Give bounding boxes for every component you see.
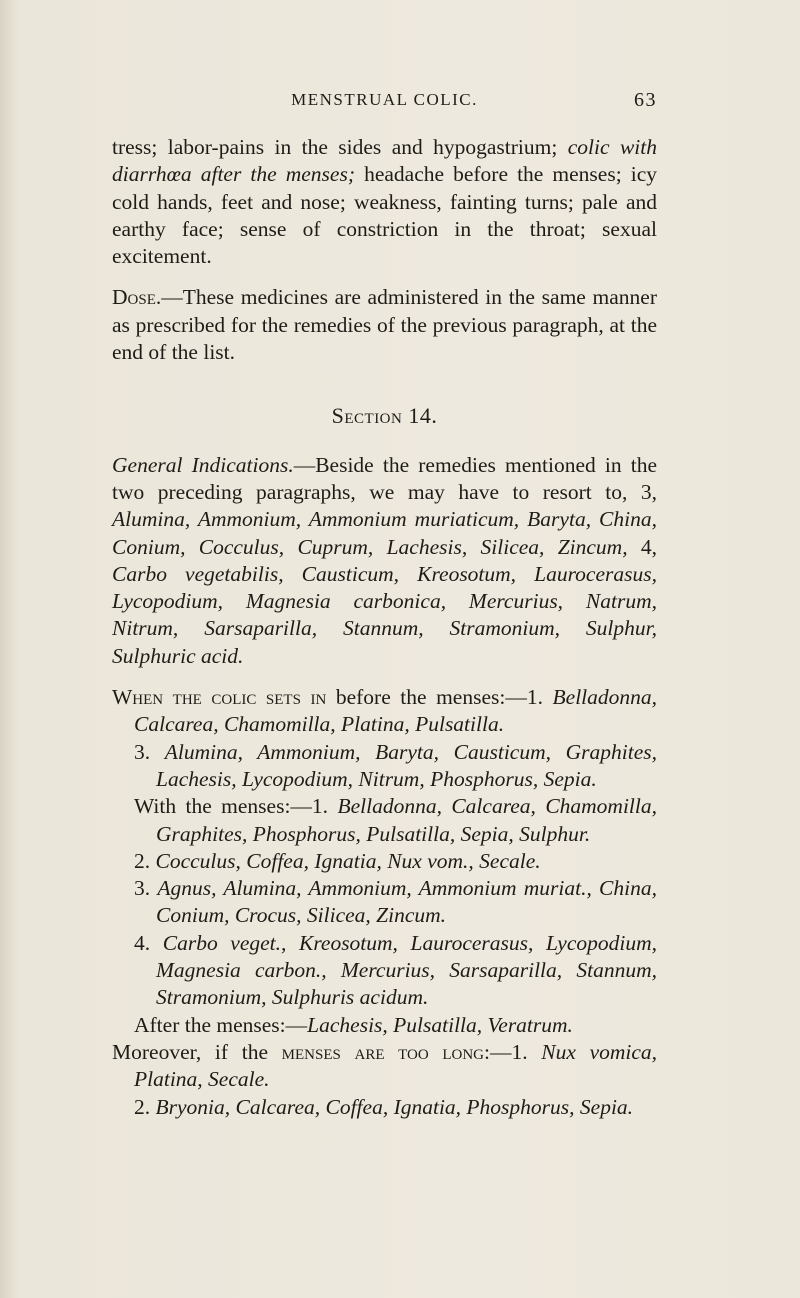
with-menses-group4	[112, 930, 657, 1012]
general-indications-text: —Beside the remedies mentioned in the two preceding paragraphs, we may have to resort to, 3,	[112, 452, 657, 504]
symptoms-paragraph	[112, 134, 657, 270]
general-indications-label: General Indications.	[112, 452, 294, 477]
running-head	[112, 90, 657, 114]
with-menses-remedies-3: Agnus, Alumina, Ammonium, Ammonium muriat., China, Conium, Crocus, Silicea, Zincum.	[156, 876, 657, 928]
with-menses-group4-number: 4.	[134, 930, 151, 955]
moreover-remedies-1: Nux vomica, Platina, Secale.	[134, 1039, 658, 1092]
dose-label: Dose.	[112, 285, 162, 310]
when-colic-paragraph	[112, 684, 657, 739]
when-colic-text: before the menses:—1.	[335, 685, 543, 710]
with-menses-remedies-4: Carbo veget., Kreosotum, Laurocerasus, Lycopodium, Magnesia carbon., Mercurius, Sarsaparilla, Stannum, Stramonium, Sulphuris acidum.	[156, 930, 658, 1010]
moreover-group2	[112, 1094, 657, 1121]
moreover-small-caps: menses are too long	[281, 1039, 485, 1064]
general-remedies-group3: Alumina, Ammonium, Ammonium muriaticum, Baryta, China, Conium, Cocculus, Cuprum, Lachesis, Silicea, Zincum,	[112, 507, 657, 559]
moreover-text: :—1.	[484, 1039, 528, 1064]
with-menses-remedies-2: Cocculus, Coffea, Ignatia, Nux vom., Secale.	[155, 848, 541, 873]
dose-text: —These medicines are administered in the same manner as prescribed for the remedies of the previous paragraph, at the end of the list.	[112, 285, 657, 365]
moreover-label: Moreover, if the	[112, 1039, 268, 1064]
after-menses-label: After the menses:—	[134, 1012, 308, 1037]
when-colic-remedies-1: Belladonna, Calcarea, Chamomilla, Platina, Pulsatilla.	[134, 685, 658, 737]
moreover-remedies-2: Bryonia, Calcarea, Coffea, Ignatia, Phosphorus, Sepia.	[155, 1094, 634, 1119]
when-colic-label: When the colic sets in	[112, 685, 327, 710]
symptoms-text-rest: headache before the menses; icy cold hands, feet and nose; weakness, fainting turns; pale and earthy face; sense of constriction in the throat; sexual excitement.	[112, 162, 658, 269]
symptoms-text-start: tress; labor-pains in the sides and hypogastrium;	[112, 135, 558, 159]
symptoms-italic: colic with diarrhœa after the menses;	[112, 135, 657, 187]
when-colic-group3-number: 3.	[134, 739, 151, 764]
general-remedies-group4: Carbo vegetabilis, Causticum, Kreosotum, Laurocerasus, Lycopodium, Magnesia carbonica, Mercurius, Natrum, Nitrum, Sarsaparilla, Stannum, Stramonium, Sulphur, Sulphuric acid.	[112, 561, 657, 668]
with-menses-group3	[112, 875, 657, 930]
moreover-group2-number: 2.	[134, 1094, 151, 1119]
with-menses-label: With the menses:—1.	[134, 794, 329, 819]
dose-paragraph	[112, 284, 657, 366]
running-title: MENSTRUAL COLIC.	[291, 90, 478, 109]
after-menses-remedies: Lachesis, Pulsatilla, Veratrum.	[307, 1012, 573, 1037]
with-menses-remedies-1: Belladonna, Calcarea, Chamomilla, Graphites, Phosphorus, Pulsatilla, Sepia, Sulphur.	[156, 794, 658, 846]
with-menses-group2	[112, 848, 657, 875]
with-menses-group3-number: 3.	[134, 876, 151, 901]
section-heading: Section 14.	[331, 403, 438, 429]
body-text	[112, 134, 657, 1121]
general-group4-number: 4,	[640, 534, 657, 559]
with-menses-group2-number: 2.	[134, 848, 151, 873]
with-menses-paragraph	[112, 793, 657, 848]
general-indications-paragraph	[112, 452, 657, 670]
moreover-paragraph	[112, 1039, 657, 1094]
when-colic-group3	[112, 739, 657, 794]
when-colic-remedies-3: Alumina, Ammonium, Baryta, Causticum, Graphites, Lachesis, Lycopodium, Nitrum, Phosphorus, Sepia.	[156, 739, 657, 791]
page-number: 63	[634, 89, 657, 111]
after-menses-paragraph	[112, 1012, 657, 1039]
